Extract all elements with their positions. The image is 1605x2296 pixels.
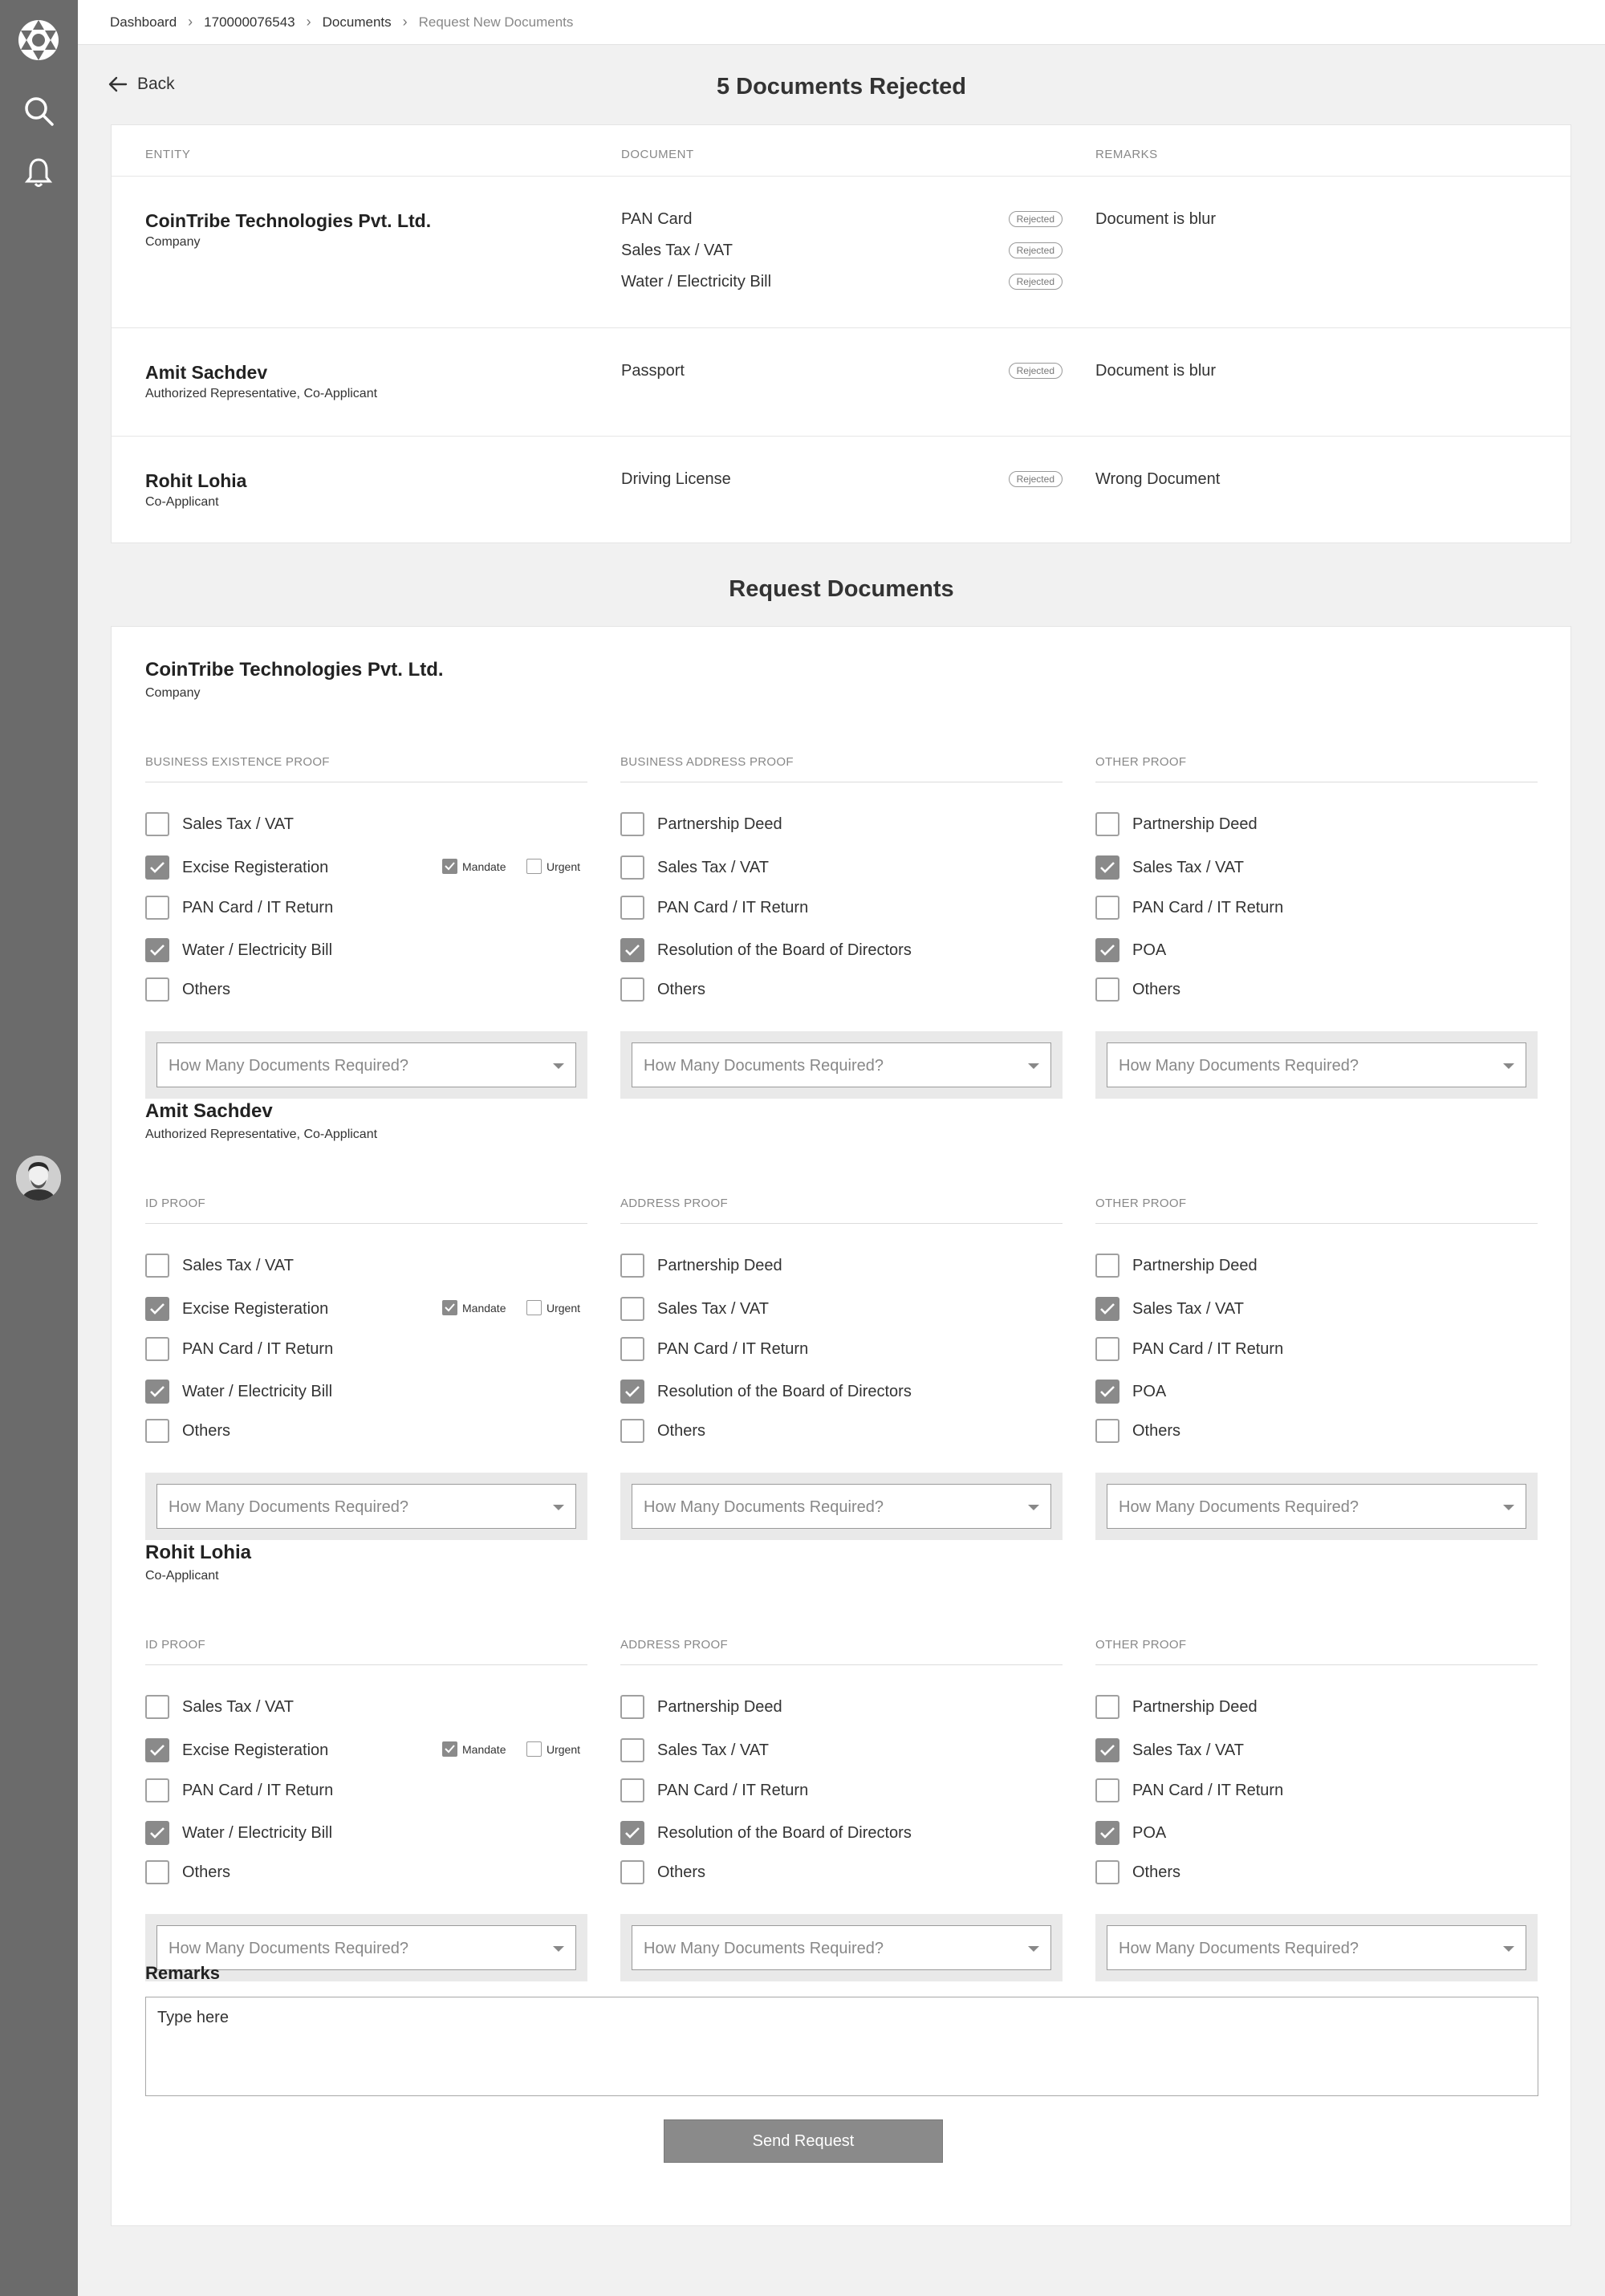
checkbox-label: Resolution of the Board of Directors [657,941,912,959]
caret-down-icon [1503,1946,1514,1952]
entity-role: Company [145,235,201,249]
entity-name: CoinTribe Technologies Pvt. Ltd. [145,659,444,681]
chevron-right-icon: › [402,14,408,30]
entity-name: Rohit Lohia [145,1542,251,1563]
entity-role: Co-Applicant [145,1569,219,1583]
proof-column-title: ADDRESS PROOF [620,1197,1063,1224]
mandate-label: Mandate [462,859,506,873]
document-count-select[interactable] [1107,1484,1526,1529]
proof-column [620,1197,1063,1550]
checkbox-label: PAN Card / IT Return [182,1339,334,1358]
entity-role: Co-Applicant [145,495,219,509]
checkbox[interactable] [145,938,169,962]
checkbox-label: POA [1132,941,1167,959]
checkbox-option[interactable] [145,895,587,920]
checkbox-label: Sales Tax / VAT [657,858,769,876]
document-item [621,470,1063,488]
select-placeholder: How Many Documents Required? [1119,1940,1359,1957]
checkbox-label: Sales Tax / VAT [657,1299,769,1318]
proof-column [1095,1197,1538,1550]
checkbox[interactable] [620,1337,644,1361]
entity-cell [145,470,246,510]
checkbox-label: PAN Card / IT Return [1132,1781,1284,1799]
checkbox[interactable] [145,1297,169,1321]
entity-heading [145,1542,251,1583]
checkbox[interactable] [1095,896,1119,920]
page-title: 5 Documents Rejected [716,74,967,100]
checkbox-option[interactable] [145,1820,587,1846]
proof-column-title: BUSINESS ADDRESS PROOF [620,755,1063,782]
checkbox-label: Others [1132,1421,1181,1440]
select-placeholder: How Many Documents Required? [644,1057,884,1075]
aperture-logo-icon[interactable] [14,16,63,64]
checkbox[interactable] [1095,1821,1119,1845]
checkbox-option[interactable] [1095,977,1538,1002]
chevron-right-icon: › [306,14,311,30]
mandate-label: Mandate [462,1742,506,1756]
checkbox-option[interactable] [620,1859,1063,1885]
checkbox-option[interactable] [1095,1336,1538,1362]
checkbox-option[interactable] [620,1418,1063,1444]
checkbox-option[interactable] [620,937,1063,963]
checkbox-option[interactable] [620,811,1063,837]
document-count-panel [620,1031,1063,1099]
checkbox[interactable] [620,812,644,836]
checkbox-label: POA [1132,1382,1167,1400]
remarks-label: Remarks [145,1963,220,1983]
checkbox[interactable] [145,1860,169,1884]
checkbox-label: PAN Card / IT Return [182,898,334,916]
entity-name: Amit Sachdev [145,362,268,383]
table-row [112,437,1570,543]
proof-column [145,1197,587,1550]
checkbox-label: Partnership Deed [657,1256,782,1274]
urgent-label: Urgent [547,859,581,873]
bell-icon[interactable] [14,148,63,197]
mandate-checkbox[interactable] [442,1300,457,1315]
checkbox[interactable] [620,1380,644,1404]
document-count-select[interactable] [1107,1042,1526,1087]
checkbox-label: Water / Electricity Bill [182,1382,333,1400]
breadcrumb-dashboard[interactable]: Dashboard [110,14,177,30]
checkbox[interactable] [145,1778,169,1802]
checkbox-option[interactable] [620,1296,1063,1322]
mandate-toggle[interactable] [442,1741,506,1757]
checkbox-label: PAN Card / IT Return [1132,1339,1284,1358]
entity-role: Company [145,686,201,700]
urgent-checkbox[interactable] [526,1300,542,1315]
checkbox-label: Others [657,980,706,998]
checkbox-option[interactable] [145,1859,587,1885]
checkbox[interactable] [1095,1297,1119,1321]
checkbox-option[interactable] [1095,1820,1538,1846]
mandate-toggle[interactable] [442,859,506,874]
document-item [621,362,1063,380]
checkbox-option[interactable] [1095,1253,1538,1278]
checkbox[interactable] [1095,938,1119,962]
proof-column-title: OTHER PROOF [1095,1197,1538,1224]
proof-column [1095,755,1538,1108]
document-name: Water / Electricity Bill [621,273,772,291]
status-badge: Rejected [1009,274,1063,290]
caret-down-icon [1028,1505,1039,1510]
checkbox-option[interactable] [620,1379,1063,1404]
status-badge: Rejected [1009,471,1063,487]
checkbox[interactable] [1095,1860,1119,1884]
entity-name: Rohit Lohia [145,470,247,491]
mandate-checkbox[interactable] [442,1741,457,1757]
document-count-select[interactable] [1107,1925,1526,1970]
checkbox[interactable] [620,1419,644,1443]
checkbox-label: PAN Card / IT Return [182,1781,334,1799]
select-placeholder: How Many Documents Required? [169,1940,409,1957]
checkbox-label: Partnership Deed [1132,1256,1258,1274]
table-row [112,177,1570,328]
checkbox[interactable] [620,1738,644,1762]
checkbox-label: Sales Tax / VAT [182,815,294,833]
checkbox-label: Others [182,980,231,998]
checkbox[interactable] [620,1297,644,1321]
document-count-select[interactable] [632,1484,1051,1529]
checkbox[interactable] [620,1778,644,1802]
checkbox[interactable] [145,1254,169,1278]
checkbox-label: Others [182,1863,231,1881]
breadcrumb-current: Request New Documents [418,14,574,30]
mandate-checkbox[interactable] [442,859,457,874]
urgent-toggle[interactable] [526,1741,580,1757]
checkbox[interactable] [145,855,169,880]
search-icon[interactable] [14,87,63,135]
table-row [112,328,1570,437]
remarks-textarea[interactable]: Type here [145,1997,1538,2096]
checkbox[interactable] [620,896,644,920]
checkbox-option[interactable] [1095,1737,1538,1763]
checkbox[interactable] [1095,1337,1119,1361]
column-header-document: DOCUMENT [621,148,694,161]
checkbox-label: Partnership Deed [657,815,782,833]
checkbox-option[interactable] [620,895,1063,920]
checkbox[interactable] [145,896,169,920]
checkbox-label: Partnership Deed [657,1697,782,1716]
checkbox[interactable] [1095,1778,1119,1802]
checkbox-label: PAN Card / IT Return [657,1781,809,1799]
checkbox-label: Others [657,1421,706,1440]
checkbox[interactable] [145,1738,169,1762]
proof-column [145,1638,587,1991]
checkbox-label: Sales Tax / VAT [182,1697,294,1716]
column-header-remarks: REMARKS [1095,148,1158,161]
checkbox-option[interactable] [145,1253,587,1278]
checkbox-label: PAN Card / IT Return [657,1339,809,1358]
checkbox[interactable] [1095,812,1119,836]
checkbox-label: PAN Card / IT Return [1132,898,1284,916]
checkbox-option[interactable] [145,1336,587,1362]
checkbox[interactable] [620,855,644,880]
caret-down-icon [553,1946,564,1952]
checkbox[interactable] [1095,855,1119,880]
checkbox-option[interactable] [145,1418,587,1444]
mandate-toggle[interactable] [442,1300,506,1315]
status-badge: Rejected [1009,211,1063,227]
caret-down-icon [553,1063,564,1069]
checkbox-option[interactable] [620,1778,1063,1803]
checkbox-label: Partnership Deed [1132,815,1258,833]
checkbox[interactable] [145,1821,169,1845]
checkbox-option[interactable] [145,937,587,963]
document-count-panel [620,1473,1063,1540]
checkbox[interactable] [1095,1380,1119,1404]
document-item [621,210,1063,228]
mandate-label: Mandate [462,1301,506,1315]
checkbox[interactable] [620,1860,644,1884]
checkbox-label: PAN Card / IT Return [657,898,809,916]
checkbox[interactable] [145,812,169,836]
select-placeholder: How Many Documents Required? [1119,1057,1359,1075]
avatar[interactable] [16,1156,61,1201]
proof-column [620,1638,1063,1991]
proof-column [145,755,587,1108]
checkbox-label: Resolution of the Board of Directors [657,1382,912,1400]
urgent-label: Urgent [547,1742,581,1756]
checkbox-option[interactable] [1095,855,1538,880]
checkbox-option[interactable] [1095,937,1538,963]
checkbox[interactable] [145,1419,169,1443]
checkbox[interactable] [620,977,644,1002]
document-count-select[interactable] [156,1042,576,1087]
breadcrumb-application-id[interactable]: 170000076543 [204,14,295,30]
checkbox-option[interactable] [1095,1296,1538,1322]
status-badge: Rejected [1009,242,1063,258]
checkbox-option[interactable] [620,1253,1063,1278]
checkbox[interactable] [145,1337,169,1361]
checkbox-option[interactable] [620,855,1063,880]
checkbox-option[interactable] [1095,811,1538,837]
checkbox-option[interactable] [620,977,1063,1002]
checkbox[interactable] [145,977,169,1002]
checkbox[interactable] [145,1695,169,1719]
entity-role: Authorized Representative, Co-Applicant [145,387,378,400]
proof-column-title: OTHER PROOF [1095,1638,1538,1665]
checkbox-label: Sales Tax / VAT [1132,1741,1244,1759]
rejected-documents-table [111,124,1571,543]
entity-cell [145,362,377,401]
document-item [621,242,1063,259]
checkbox-option[interactable] [1095,895,1538,920]
status-badge: Rejected [1009,363,1063,379]
proof-column-title: OTHER PROOF [1095,755,1538,782]
entity-name: CoinTribe Technologies Pvt. Ltd. [145,210,432,231]
caret-down-icon [1028,1946,1039,1952]
select-placeholder: How Many Documents Required? [169,1057,409,1075]
checkbox-option[interactable] [145,977,587,1002]
proof-column-title: BUSINESS EXISTENCE PROOF [145,755,587,782]
checkbox-label: Sales Tax / VAT [1132,1299,1244,1318]
proof-column [1095,1638,1538,1991]
checkbox[interactable] [620,1695,644,1719]
select-placeholder: How Many Documents Required? [644,1940,884,1957]
checkbox-label: Excise Registeration [182,858,329,876]
document-name: Sales Tax / VAT [621,242,733,259]
breadcrumb [110,14,573,30]
caret-down-icon [1503,1063,1514,1069]
entity-name: Amit Sachdev [145,1100,273,1122]
proof-column-title: ADDRESS PROOF [620,1638,1063,1665]
checkbox-option[interactable] [145,1778,587,1803]
checkbox-label: Water / Electricity Bill [182,941,333,959]
remark-text: Document is blur [1095,210,1217,228]
top-bar [78,0,1605,45]
document-name: Passport [621,362,685,380]
entity-cell [145,210,431,250]
document-name: PAN Card [621,210,693,228]
document-count-select[interactable] [632,1042,1051,1087]
document-name: Driving License [621,470,731,488]
document-count-panel [1095,1031,1538,1099]
checkbox-option[interactable] [620,1820,1063,1846]
checkbox-label: Others [1132,980,1181,998]
checkbox-label: Excise Registeration [182,1299,329,1318]
entity-heading [145,1100,377,1142]
document-count-select[interactable] [632,1925,1051,1970]
urgent-toggle[interactable] [526,859,580,874]
checkbox[interactable] [620,1821,644,1845]
urgent-toggle[interactable] [526,1300,580,1315]
proof-column-title: ID PROOF [145,1638,587,1665]
breadcrumb-documents[interactable]: Documents [322,14,392,30]
checkbox-option[interactable] [145,1379,587,1404]
checkbox-label: Others [1132,1863,1181,1881]
remark-text: Wrong Document [1095,470,1221,488]
sidebar [0,0,78,2296]
checkbox-label: Others [182,1421,231,1440]
select-placeholder: How Many Documents Required? [1119,1498,1359,1516]
checkbox[interactable] [620,938,644,962]
checkbox-option[interactable] [1095,1778,1538,1803]
entity-heading [145,659,444,701]
checkbox[interactable] [1095,1254,1119,1278]
document-item [621,273,1063,291]
document-count-panel [620,1914,1063,1981]
checkbox-option[interactable] [145,811,587,837]
urgent-checkbox[interactable] [526,1741,542,1757]
checkbox-label: POA [1132,1823,1167,1842]
checkbox-option[interactable] [145,1296,587,1322]
checkbox-option[interactable] [145,855,587,880]
checkbox-label: Others [657,1863,706,1881]
urgent-checkbox[interactable] [526,859,542,874]
select-placeholder: How Many Documents Required? [169,1498,409,1516]
checkbox-option[interactable] [1095,1379,1538,1404]
checkbox[interactable] [1095,1695,1119,1719]
checkbox-option[interactable] [620,1336,1063,1362]
checkbox-option[interactable] [1095,1694,1538,1720]
chevron-right-icon: › [188,14,193,30]
document-count-panel [145,1473,587,1540]
checkbox-option[interactable] [145,1694,587,1720]
checkbox[interactable] [1095,977,1119,1002]
checkbox-label: Water / Electricity Bill [182,1823,333,1842]
checkbox[interactable] [145,1380,169,1404]
entity-role: Authorized Representative, Co-Applicant [145,1128,378,1141]
checkbox[interactable] [620,1254,644,1278]
checkbox-option[interactable] [1095,1418,1538,1444]
column-header-entity: ENTITY [145,148,191,161]
document-count-panel [1095,1473,1538,1540]
urgent-label: Urgent [547,1301,581,1315]
table-header [112,125,1570,177]
checkbox-label: Sales Tax / VAT [657,1741,769,1759]
document-count-panel [145,1031,587,1099]
checkbox-option[interactable] [620,1694,1063,1720]
checkbox-option[interactable] [620,1737,1063,1763]
checkbox-label: Excise Registeration [182,1741,329,1759]
checkbox-label: Sales Tax / VAT [182,1256,294,1274]
document-count-panel [1095,1914,1538,1981]
checkbox-label: Partnership Deed [1132,1697,1258,1716]
proof-column-title: ID PROOF [145,1197,587,1224]
proof-column [620,755,1063,1108]
caret-down-icon [553,1505,564,1510]
caret-down-icon [1503,1505,1514,1510]
caret-down-icon [1028,1063,1039,1069]
back-label: Back [137,75,175,93]
checkbox-option[interactable] [1095,1859,1538,1885]
checkbox[interactable] [1095,1738,1119,1762]
select-placeholder: How Many Documents Required? [644,1498,884,1516]
send-request-button[interactable]: Send Request [664,2119,943,2163]
request-documents-form [111,626,1571,2226]
document-count-select[interactable] [156,1484,576,1529]
checkbox-option[interactable] [145,1737,587,1763]
checkbox-label: Resolution of the Board of Directors [657,1823,912,1842]
checkbox[interactable] [1095,1419,1119,1443]
remark-text: Document is blur [1095,362,1217,380]
checkbox-label: Sales Tax / VAT [1132,858,1244,876]
request-documents-title: Request Documents [729,576,954,602]
